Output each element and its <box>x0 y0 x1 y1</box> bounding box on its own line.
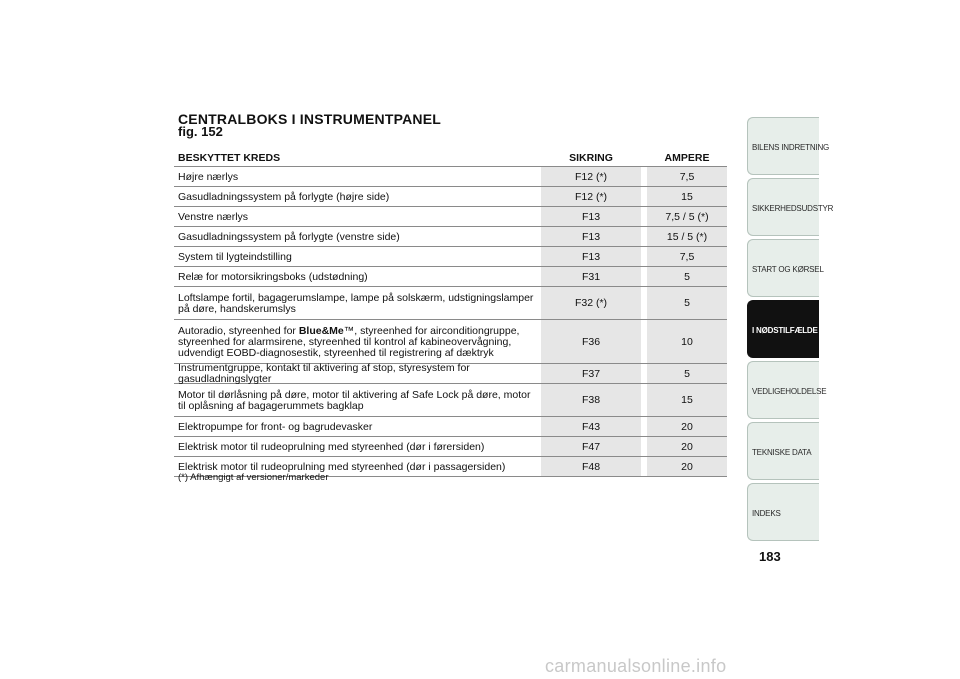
row-fuse: F13 <box>541 247 641 266</box>
figure-reference: fig. 152 <box>178 124 223 139</box>
row-fuse: F37 <box>541 364 641 383</box>
table-row <box>174 384 727 417</box>
tab-label: START OG KØRSEL <box>752 264 824 274</box>
row-fuse: F31 <box>541 267 641 286</box>
table-row <box>174 320 727 364</box>
row-fuse: F36 <box>541 320 641 363</box>
row-fuse: F13 <box>541 227 641 246</box>
table-row <box>174 364 727 384</box>
row-circuit: Højre nærlys <box>178 170 239 183</box>
row-ampere: 5 <box>647 267 727 286</box>
row-circuit: System til lygteindstilling <box>178 250 292 263</box>
row-circuit: Elektrisk motor til rudeoprulning med styreenhed (dør i passagersiden) <box>178 460 506 473</box>
row-ampere: 7,5 <box>647 167 727 186</box>
row-fuse: F48 <box>541 457 641 476</box>
row-circuit: Gasudladningssystem på forlygte (højre side) <box>178 190 390 203</box>
row-ampere: 5 <box>647 364 727 383</box>
fuse-table <box>174 149 727 477</box>
row-circuit: Venstre nærlys <box>178 210 249 223</box>
header-circuit: BESKYTTET KREDS <box>174 149 538 166</box>
tab-label: VEDLIGEHOLDELSE <box>752 386 827 396</box>
row-fuse: F38 <box>541 384 641 416</box>
tab-i-nodstilfaelde[interactable] <box>747 300 819 358</box>
page-number: 183 <box>759 549 781 564</box>
table-footnote: (*) Afhængigt af versioner/markeder <box>178 472 329 483</box>
tab-sikkerhedsudstyr[interactable] <box>747 178 834 236</box>
row-fuse: F12 (*) <box>541 167 641 186</box>
watermark: carmanualsonline.info <box>545 656 727 676</box>
row-fuse: F47 <box>541 437 641 456</box>
table-row <box>174 247 727 267</box>
row-circuit: Elektropumpe for front- og bagrudevasker <box>178 420 373 433</box>
table-row <box>174 207 727 227</box>
row-fuse: F43 <box>541 417 641 436</box>
row-fuse: F12 (*) <box>541 187 641 206</box>
table-row <box>174 417 727 437</box>
tab-vedligeholdelse[interactable] <box>747 361 827 419</box>
tab-label: INDEKS <box>752 508 781 518</box>
row-circuit: Relæ for motorsikringsboks (udstødning) <box>178 270 368 283</box>
chapter-tabs <box>747 117 834 544</box>
table-row <box>174 437 727 457</box>
row-ampere: 15 <box>647 384 727 416</box>
table-row <box>174 187 727 207</box>
row-circuit: Gasudladningssystem på forlygte (venstre side) <box>178 230 400 243</box>
row-ampere: 7,5 / 5 (*) <box>647 207 727 226</box>
row-ampere: 20 <box>647 437 727 456</box>
row-ampere: 20 <box>647 457 727 476</box>
table-row <box>174 287 727 320</box>
row-circuit: Loftslampe fortil, bagagerumslampe, lampe på solskærm, udstigningslamper på døre, handskerumslys <box>178 291 534 315</box>
row-ampere: 20 <box>647 417 727 436</box>
header-ampere: AMPERE <box>647 149 727 166</box>
row-circuit: Elektrisk motor til rudeoprulning med styreenhed (dør i førersiden) <box>178 440 485 453</box>
table-row <box>174 227 727 247</box>
tab-indeks[interactable] <box>747 483 819 541</box>
tab-label: BILENS INDRETNING <box>752 142 830 152</box>
row-ampere: 5 <box>647 287 727 319</box>
tab-start-og-korsel[interactable] <box>747 239 824 297</box>
section-title: CENTRALBOKS I INSTRUMENTPANEL <box>178 111 441 127</box>
row-fuse: F13 <box>541 207 641 226</box>
table-row <box>174 167 727 187</box>
table-row <box>174 267 727 287</box>
tab-tekniske-data[interactable] <box>747 422 819 480</box>
tab-label: I NØDSTILFÆLDE <box>752 325 818 335</box>
tab-bilens-indretning[interactable] <box>747 117 830 175</box>
row-circuit: Instrumentgruppe, kontakt til aktivering af stop, styresystem for gasudladningslygter <box>178 362 470 385</box>
row-circuit: Autoradio, styreenhed for Blue&Me™, styreenhed for airconditiongruppe, styreenhed for alarmsirene, styreenhed til kontrol af kabineovervågning, udvendigt EOBD-diagnosestik, styreenhed til registrering af dæktryk <box>178 324 520 359</box>
tab-label: SIKKERHEDSUDSTYR <box>752 203 834 213</box>
row-fuse: F32 (*) <box>541 287 641 319</box>
row-ampere: 15 <box>647 187 727 206</box>
row-ampere: 7,5 <box>647 247 727 266</box>
tab-label: TEKNISKE DATA <box>752 447 812 457</box>
header-fuse: SIKRING <box>541 149 641 166</box>
brand-name: Blue&Me <box>298 324 344 337</box>
row-ampere: 15 / 5 (*) <box>647 227 727 246</box>
table-header <box>174 149 727 167</box>
row-circuit: Motor til dørlåsning på døre, motor til aktivering af Safe Lock på døre, motor til oplåsning af bagagerummets bagklap <box>178 388 531 412</box>
row-ampere: 10 <box>647 320 727 363</box>
